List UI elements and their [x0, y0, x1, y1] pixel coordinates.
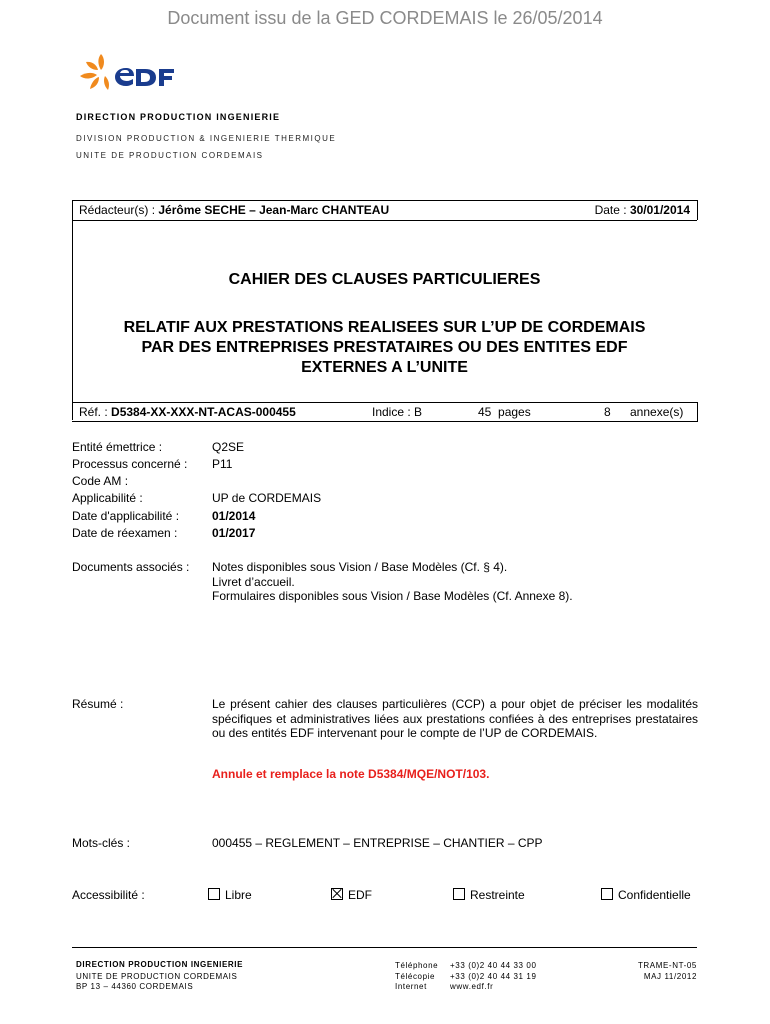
- access-option-confidentielle[interactable]: [601, 888, 691, 902]
- header-unite: UNITE DE PRODUCTION CORDEMAIS: [76, 151, 264, 160]
- resume-label: Résumé :: [72, 697, 124, 711]
- access-libre-label: Libre: [225, 888, 252, 902]
- ref-value: D5384-XX-XXX-NT-ACAS-000455: [111, 405, 296, 419]
- annule-notice: Annule et remplace la note D5384/MQE/NOT/103.: [212, 767, 490, 781]
- box-separator: [72, 220, 697, 221]
- indice: [372, 405, 422, 419]
- ged-watermark: Document issu de la GED CORDEMAIS le 26/05/2014: [167, 8, 603, 28]
- documents-list: [212, 560, 573, 604]
- footer-fax-value: +33 (0)2 40 44 31 19: [450, 972, 537, 981]
- box-border-right: [697, 200, 698, 220]
- documents-label: Documents associés :: [72, 560, 190, 574]
- footer-web-link[interactable]: www.edf.fr: [450, 982, 494, 991]
- access-option-edf[interactable]: [331, 888, 372, 902]
- access-confidentielle-label: Confidentielle: [618, 888, 691, 902]
- accessibilite-label: Accessibilité :: [72, 888, 145, 902]
- footer-trame: TRAME-NT-05: [637, 961, 697, 970]
- document-date: [560, 203, 690, 217]
- applicabilite-value: UP de CORDEMAIS: [212, 491, 322, 505]
- processus-value: P11: [212, 457, 233, 471]
- entite-label: Entité émettrice :: [72, 440, 163, 454]
- motscles-label: Mots-clés :: [72, 836, 131, 850]
- subtitle-line-2: PAR DES ENTREPRISES PRESTATAIRES OU DES ENTITES EDF: [141, 339, 628, 356]
- date-label: Date :: [594, 203, 627, 217]
- edf-logo: [76, 48, 188, 96]
- date-applicabilite-value: 01/2014: [212, 509, 256, 523]
- documents-item-3: Formulaires disponibles sous Vision / Base Modèles (Cf. Annexe 8).: [212, 589, 573, 603]
- documents-item-1: Notes disponibles sous Vision / Base Modèles (Cf. § 4).: [212, 560, 508, 574]
- edf-wordmark: [115, 68, 174, 86]
- checkbox-restreinte[interactable]: [453, 888, 465, 900]
- document-title: CAHIER DES CLAUSES PARTICULIERES: [228, 271, 541, 288]
- redacteur-label: Rédacteur(s) :: [79, 203, 156, 217]
- documents-item-2: Livret d’accueil.: [212, 574, 295, 589]
- reference: [79, 405, 296, 419]
- date-applicabilite-label: Date d'applicabilité :: [72, 509, 180, 523]
- edf-burst-icon: [80, 54, 109, 90]
- box-ref-bottom: [72, 421, 697, 422]
- footer-address: BP 13 – 44360 CORDEMAIS: [76, 982, 194, 991]
- footer-tel-value: +33 (0)2 40 44 33 00: [450, 961, 537, 970]
- annexes-label: annexe(s): [630, 405, 684, 419]
- entite-value: Q2SE: [212, 440, 245, 454]
- checkbox-confidentielle[interactable]: [601, 888, 613, 900]
- access-edf-label: EDF: [348, 888, 372, 902]
- checkbox-libre[interactable]: [208, 888, 220, 900]
- header-division: DIVISION PRODUCTION & INGENIERIE THERMIQUE: [76, 134, 337, 143]
- redacteur: [79, 203, 389, 217]
- footer-direction: DIRECTION PRODUCTION INGENIERIE: [76, 960, 244, 969]
- footer-rule: [72, 947, 697, 948]
- redacteur-value: Jérôme SECHE – Jean-Marc CHANTEAU: [158, 203, 390, 217]
- footer-web-label: Internet: [395, 982, 427, 991]
- indice-label: Indice :: [372, 405, 411, 419]
- footer-maj: MAJ 11/2012: [643, 972, 697, 981]
- footer-tel-label: Téléphone: [395, 961, 439, 970]
- date-value: 30/01/2014: [629, 203, 690, 217]
- pages-value: 45: [478, 405, 492, 419]
- subtitle-line-3: EXTERNES A L’UNITE: [301, 359, 468, 376]
- ref-label: Réf. :: [79, 405, 108, 419]
- pages-label: pages: [498, 405, 531, 419]
- box-border-left: [72, 200, 73, 420]
- processus-label: Processus concerné :: [72, 457, 188, 471]
- subtitle-line-1: RELATIF AUX PRESTATIONS REALISEES SUR L’UP DE CORDEMAIS: [123, 319, 646, 336]
- indice-value: B: [414, 405, 423, 419]
- header-direction: DIRECTION PRODUCTION INGENIERIE: [76, 112, 281, 122]
- motscles-value: 000455 – REGLEMENT – ENTREPRISE – CHANTIER – CPP: [212, 836, 543, 850]
- access-option-restreinte[interactable]: [453, 888, 525, 902]
- footer-unite: UNITE DE PRODUCTION CORDEMAIS: [76, 972, 238, 981]
- access-option-libre[interactable]: [208, 888, 252, 902]
- page-count: [478, 405, 531, 419]
- applicabilite-label: Applicabilité :: [72, 491, 143, 505]
- resume-text: Le présent cahier des clauses particulières (CCP) a pour objet de préciser les modalités spécifiques et administratives liées aux prestations confiées à des entreprises prestataires ou des entités EDF intervenant pour le compte de l’UP de CORDEMAIS.: [212, 697, 698, 740]
- access-restreinte-label: Restreinte: [470, 888, 525, 902]
- annexes-value: 8: [604, 405, 611, 419]
- codeam-label: Code AM :: [72, 474, 129, 488]
- date-reexamen-label: Date de réexamen :: [72, 526, 178, 540]
- date-reexamen-value: 01/2017: [212, 526, 256, 540]
- checkbox-edf-checked[interactable]: [331, 888, 343, 900]
- box-ref-top: [72, 402, 697, 403]
- box-ref-right: [697, 402, 698, 422]
- document-subtitle: [72, 318, 697, 378]
- box-border-top: [72, 200, 697, 201]
- footer-fax-label: Télécopie: [395, 972, 436, 981]
